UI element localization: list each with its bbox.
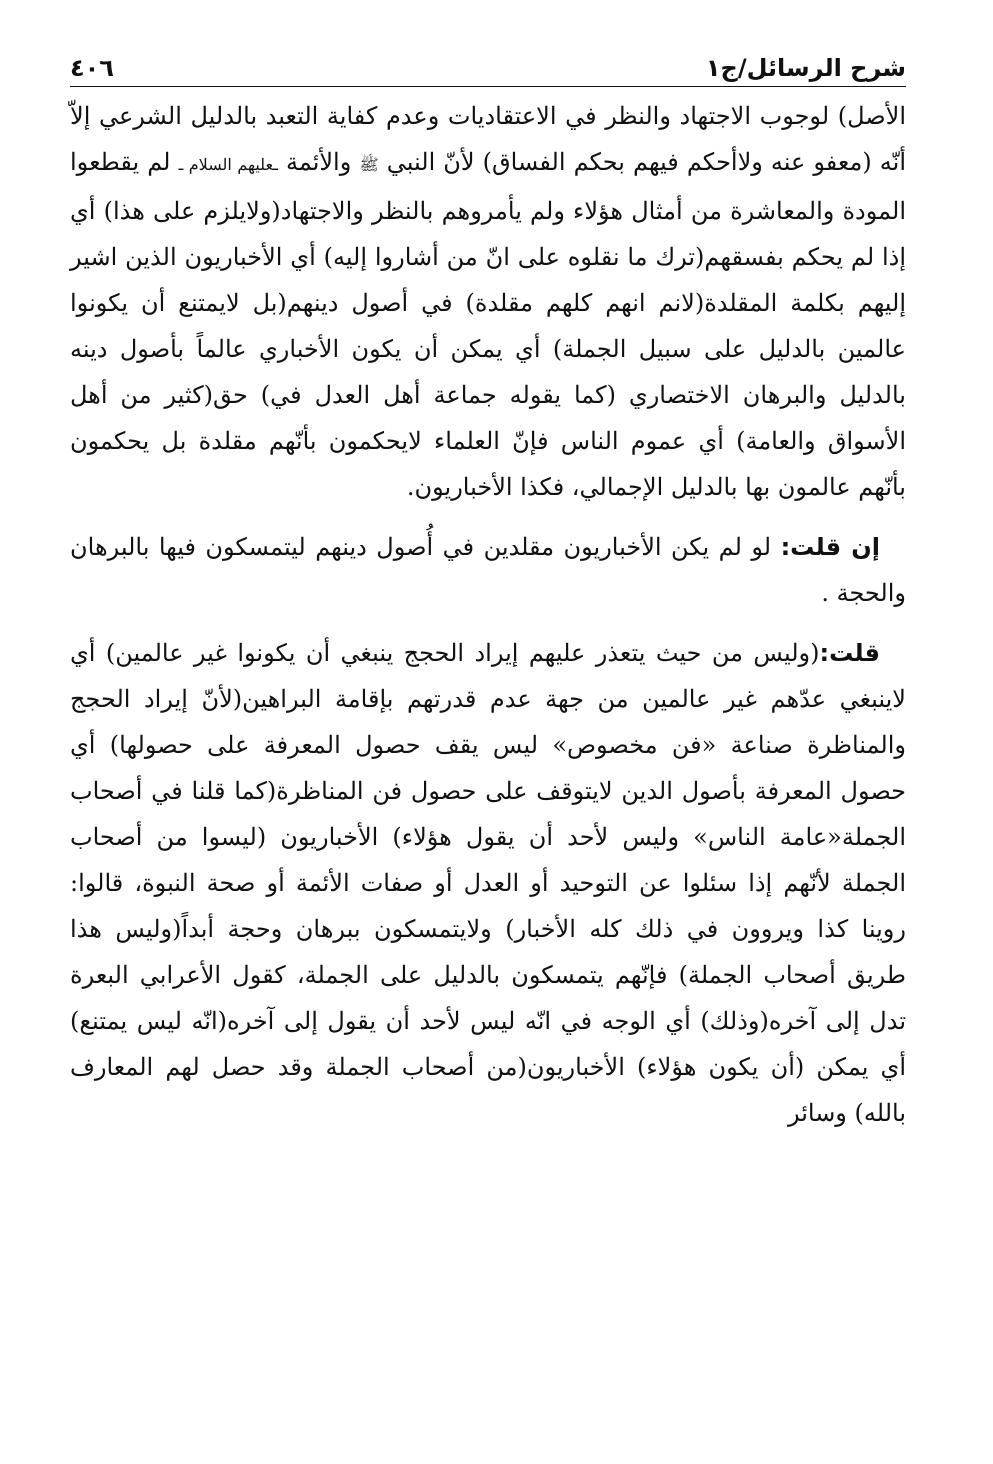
alayhim-salam-note: ـعليهم السلام ـ bbox=[178, 155, 278, 174]
paragraph-main bbox=[70, 93, 906, 510]
header-divider bbox=[70, 86, 906, 87]
paragraph-main-part-3: لم يقطعوا المودة والمعاشرة من أمثال هؤلاء ولم يأمروهم بالنظر والاجتهاد(ولايلزم على هذا) أي إذا لم يحكم بفسقهم(ترك ما نقلوه على انّ من أشاروا إليه) أي الأخباريون الذين اشير إليهم بكلمة المقلدة(لانم انهم كلهم مقلدة) في أصول دينهم(بل لايمتنع أن يكونوا عالمين بالدليل على سبيل الجملة) أي يمكن أن يكون الأخباري عالماً بأصول دينه بالدليل والبرهان الاختصاري (كما يقوله جماعة أهل العدل في) حق(كثير من أهل الأسواق والعامة) أي عموم الناس فإنّ العلماء لايحكمون بأنّهم مقلدة بل يحكمون بأنّهم عالمون بها بالدليل الإجمالي، فكذا الأخباريون. bbox=[70, 148, 906, 501]
page-number: ٤٠٦ bbox=[70, 54, 114, 82]
salawat-symbol: ﷺ bbox=[359, 155, 379, 174]
paragraph-question bbox=[70, 524, 906, 616]
book-title: شرح الرسائل/ج١ bbox=[705, 54, 906, 82]
answer-text: (وليس من حيث يتعذر عليهم إيراد الحجج ينبغي أن يكونوا غير عالمين) أي لاينبغي عدّهم غير عالمين من جهة عدم قدرتهم بإقامة البراهين(لأنّ إيراد الحجج والمناظرة صناعة «فن مخصوص» ليس يقف حصول المعرفة على حصولها) أي حصول المعرفة بأصول الدين لايتوقف على حصول فن المناظرة(كما قلنا في أصحاب الجملة«عامة الناس» وليس لأحد أن يقول هؤلاء) الأخباريون (ليسوا من أصحاب الجملة لأنّهم إذا سئلوا عن التوحيد أو العدل أو صفات الأئمة أو صحة النبوة، قالوا: روينا كذا ويروون في ذلك كله الأخبار) ولايتمسكون ببرهان وحجة أبداً(وليس هذا طريق أصحاب الجملة) فإنّهم يتمسكون بالدليل على الجملة، كقول الأعرابي البعرة تدل إلى آخره(وذلك) أي الوجه في انّه ليس لأحد أن يقول إلى آخره(انّه ليس يمتنع) أي يمكن (أن يكون هؤلاء) الأخباريون(من أصحاب الجملة وقد حصل لهم المعارف بالله) وسائر bbox=[70, 639, 907, 1127]
answer-label: قلت: bbox=[819, 639, 880, 667]
paragraph-main-part-2: والأئمة bbox=[277, 148, 360, 176]
running-header bbox=[70, 40, 906, 82]
question-label: إن قلت: bbox=[780, 533, 880, 561]
page bbox=[70, 40, 906, 1136]
paragraph-answer bbox=[70, 630, 906, 1136]
paragraph-main-part-1: الأصل) لوجوب الاجتهاد والنظر في الاعتقاديات وعدم كفاية التعبد بالدليل الشرعي إلاّ أنّه (معفو عنه ولاأحكم فيهم بحكم الفساق) لأنّ النبي bbox=[70, 102, 907, 176]
body-text bbox=[70, 93, 906, 1136]
question-text: لو لم يكن الأخباريون مقلدين في أُصول دينهم ليتمسكون فيها بالبرهان والحجة . bbox=[70, 533, 906, 607]
